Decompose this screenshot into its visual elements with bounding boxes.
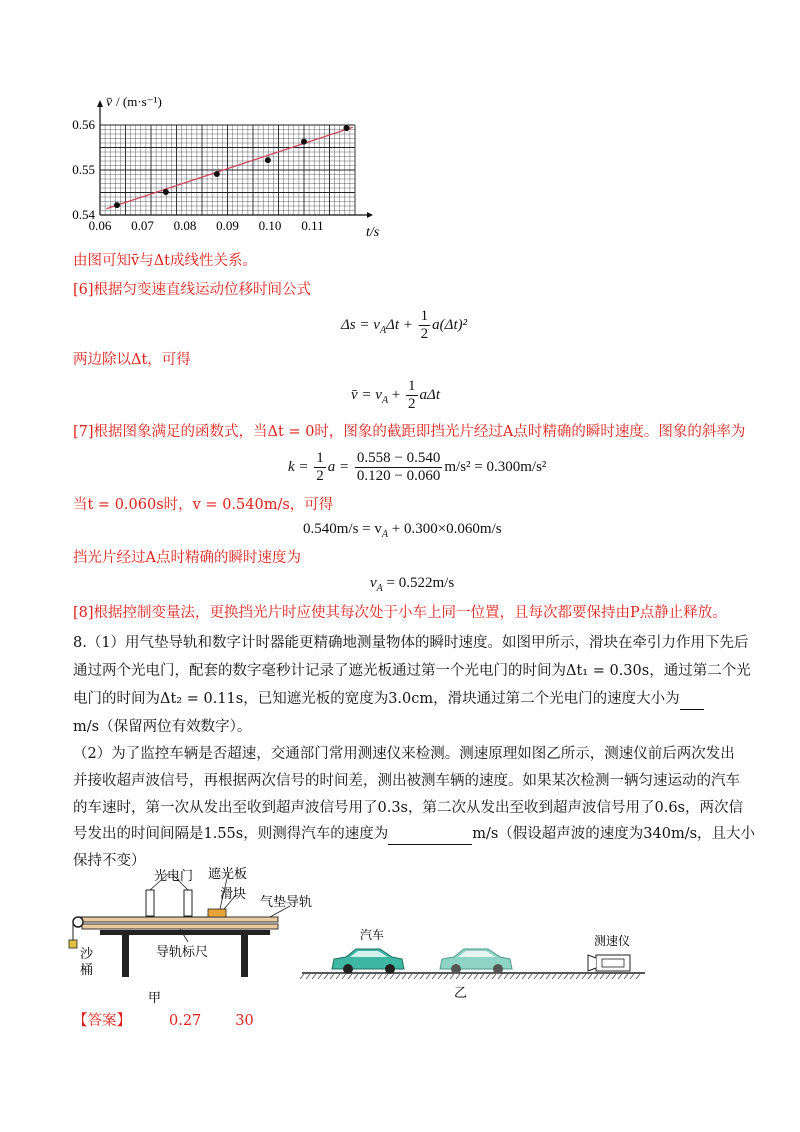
car-1-icon [332,949,404,974]
sand-bucket-icon [69,940,77,948]
hatch-mark [594,974,598,979]
data-point [163,189,169,195]
hatch-mark [504,974,508,979]
label-speed-meter: 测速仪 [594,934,631,948]
data-point [301,139,307,145]
photogate-2-icon [184,890,192,916]
hatch-mark [300,974,304,979]
hatch-mark [438,974,442,979]
hatch-mark [468,974,472,979]
hatch-mark [618,974,622,979]
track-ruler [82,924,278,929]
table-leg-right [241,935,248,977]
hatch-mark [318,974,322,979]
hatch-mark [612,974,616,979]
data-point [214,171,220,177]
hatch-mark [624,974,628,979]
hatch-mark [366,974,370,979]
hatch-mark [474,974,478,979]
hatch-mark [582,974,586,979]
hatch-mark [324,974,328,979]
table-top [100,930,270,935]
hatch-mark [636,974,640,979]
x-tick-label: 0.09 [216,218,239,233]
hatch-mark [426,974,430,979]
label-track-ruler: 导轨标尺 [156,944,209,959]
hatch-mark [342,974,346,979]
step8-text: [8]根据控制变量法，更换挡光片时应使其每次处于小车上同一位置，且每次都要保持由P点静止释放。 [73,605,727,621]
hatch-mark [462,974,466,979]
x-tick-label: 0.07 [131,218,154,233]
chart-grid [100,125,355,215]
label-sand-1: 沙 [80,946,94,961]
hatch-mark [354,974,358,979]
hatch-mark [576,974,580,979]
equation-substitution: $0.540m/s = v_A + 0.300\times 0.060m/s$ [303,521,502,540]
answer-value-1: 0.27 [169,1013,202,1029]
y-tick-label: 0.56 [72,117,95,132]
label-air-track: 气垫导轨 [260,894,313,909]
label-slider: 滑块 [220,886,247,901]
hatch-mark [600,974,604,979]
hatch-mark [306,974,310,979]
hatch-mark [450,974,454,979]
hatch-mark [348,974,352,979]
hatch-mark [414,974,418,979]
q1-line3: 电门的时间为Δt₂ = 0.11s，已知遮光板的宽度为3.0cm，滑块通过第二个光电门的速度大小为 [73,689,704,710]
photogate-1-icon [146,890,154,916]
data-point [265,157,271,163]
label-sand-2: 桶 [80,962,94,977]
q2-line4: 号发出的时间间隔是1.55s，则测得汽车的速度为 m/s（假设超声波的速度为340m/s，且大小 [73,824,755,845]
y-axis-arrow-icon [97,100,103,107]
hatch-mark [336,974,340,979]
hatch-mark [444,974,448,979]
hatch-mark [516,974,520,979]
divide-text: 两边除以Δt，可得 [73,352,191,368]
step7-text: [7]根据图象满足的函数式，当Δt = 0时，图象的截距即挡光片经过A点时精确的瞬时速度。图象的斜率为 [73,424,746,440]
hatch-mark [546,974,550,979]
data-point [344,125,350,131]
chart-axes [97,100,373,218]
caption-jia: 甲 [148,990,162,1005]
hatch-mark [486,974,490,979]
equation-displacement: $\Delta s = v_A\Delta t$ + $\frac{1}{2}$ a(Δt)² [341,308,468,342]
hatch-mark [312,974,316,979]
hatch-mark [528,974,532,979]
hatch-mark [408,974,412,979]
x-tick-label: 0.08 [173,218,197,233]
hatch-mark [570,974,574,979]
label-car: 汽车 [360,928,385,942]
hatch-mark [552,974,556,979]
hatch-mark [456,974,460,979]
q1-line4: m/s（保留两位有效数字）。 [73,719,252,735]
step6-text: [6]根据匀变速直线运动位移时间公式 [73,282,312,298]
answer-value-2: 30 [235,1013,254,1029]
hatch-mark [492,974,496,979]
equation-average-velocity: v̄ = $v_A$ + $\frac{1}{2}$ aΔt [351,378,440,412]
hatch-mark [420,974,424,979]
hatch-mark [390,974,394,979]
hatch-mark [360,974,364,979]
table-leg-left [122,935,129,977]
when-text: 当t = 0.060s时，v = 0.540m/s，可得 [73,497,334,513]
ground-hatch [300,974,640,979]
hatch-mark [498,974,502,979]
air-track [82,917,278,922]
caption-yi: 乙 [454,985,468,1000]
fit-line-group [106,127,353,208]
x-tick-label: 0.10 [258,218,282,233]
x-tick-label: 0.06 [88,218,112,233]
q2-line1: （2）为了监控车辆是否超速，交通部门常用测速仪来检测。测速原理如图乙所示，测速仪前后两次发出 [73,746,735,762]
velocity-time-chart [60,90,400,250]
hatch-mark [588,974,592,979]
label-shield: 遮光板 [208,866,248,881]
equation-result: $v_A = 0.522m/s$ [370,575,455,594]
tick-labels [72,117,323,233]
hatch-mark [606,974,610,979]
q1-line1: 8.（1）用气垫导轨和数字计时器能更精确地测量物体的瞬时速度。如图甲所示，滑块在牵引力作用下先后 [73,635,749,651]
equation-slope: k = $\frac{1}{2}$ a = $\frac{0.558 - 0.540}{0.120 - 0.060}$ m/s² = 0.300m/s² [288,450,547,484]
label-photogate: 光电门 [154,868,194,883]
graph-conclusion: 由图可知v̄与Δt成线性关系。 [73,253,257,269]
x-axis-arrow-icon [367,212,373,218]
y-tick-label: 0.54 [72,207,95,222]
figure-air-track [60,862,330,1012]
car-2-icon [440,949,512,974]
y-axis-symbol: v̄ [106,95,113,110]
hatch-mark [564,974,568,979]
slider-block-icon [208,909,226,917]
pulley-icon [73,917,83,927]
x-tick-label: 0.11 [301,218,324,233]
hatch-mark [480,974,484,979]
exact-speed-text: 挡光片经过A点时精确的瞬时速度为 [73,550,301,566]
answer-label: 【答案】 [73,1013,131,1029]
hatch-mark [534,974,538,979]
q1-line2: 通过两个光电门，配套的数字毫秒计记录了遮光板通过第一个光电门的时间为Δt₁ = 0.30s，通过第二个光 [73,663,751,679]
hatch-mark [402,974,406,979]
y-axis-label: / (m·s⁻¹) [116,94,162,109]
hatch-mark [396,974,400,979]
y-tick-label: 0.55 [72,162,95,177]
hatch-mark [510,974,514,979]
hatch-mark [330,974,334,979]
hatch-mark [630,974,634,979]
figure-speed-meter [300,925,650,1005]
answer-blank-1[interactable] [680,689,704,710]
hatch-mark [558,974,562,979]
speed-meter-icon [588,955,630,971]
hatch-mark [372,974,376,979]
fit-line [106,127,353,208]
data-point [114,202,120,208]
answer-blank-2[interactable] [388,824,472,845]
hatch-mark [540,974,544,979]
hatch-mark [432,974,436,979]
hatch-mark [378,974,382,979]
x-axis-label: t/s [366,225,380,240]
hatch-mark [384,974,388,979]
answer-line [73,1011,254,1031]
hatch-mark [522,974,526,979]
q2-line3: 的车速时，第一次从发出至收到超声波信号用了0.3s，第二次从发出至收到超声波信号用了0.6s，两次信 [73,800,743,816]
q2-line2: 并接收超声波信号，再根据两次信号的时间差，测出被测车辆的速度。如果某次检测一辆匀速运动的汽车 [73,773,740,789]
q2-line5: 保持不变） [73,853,146,869]
